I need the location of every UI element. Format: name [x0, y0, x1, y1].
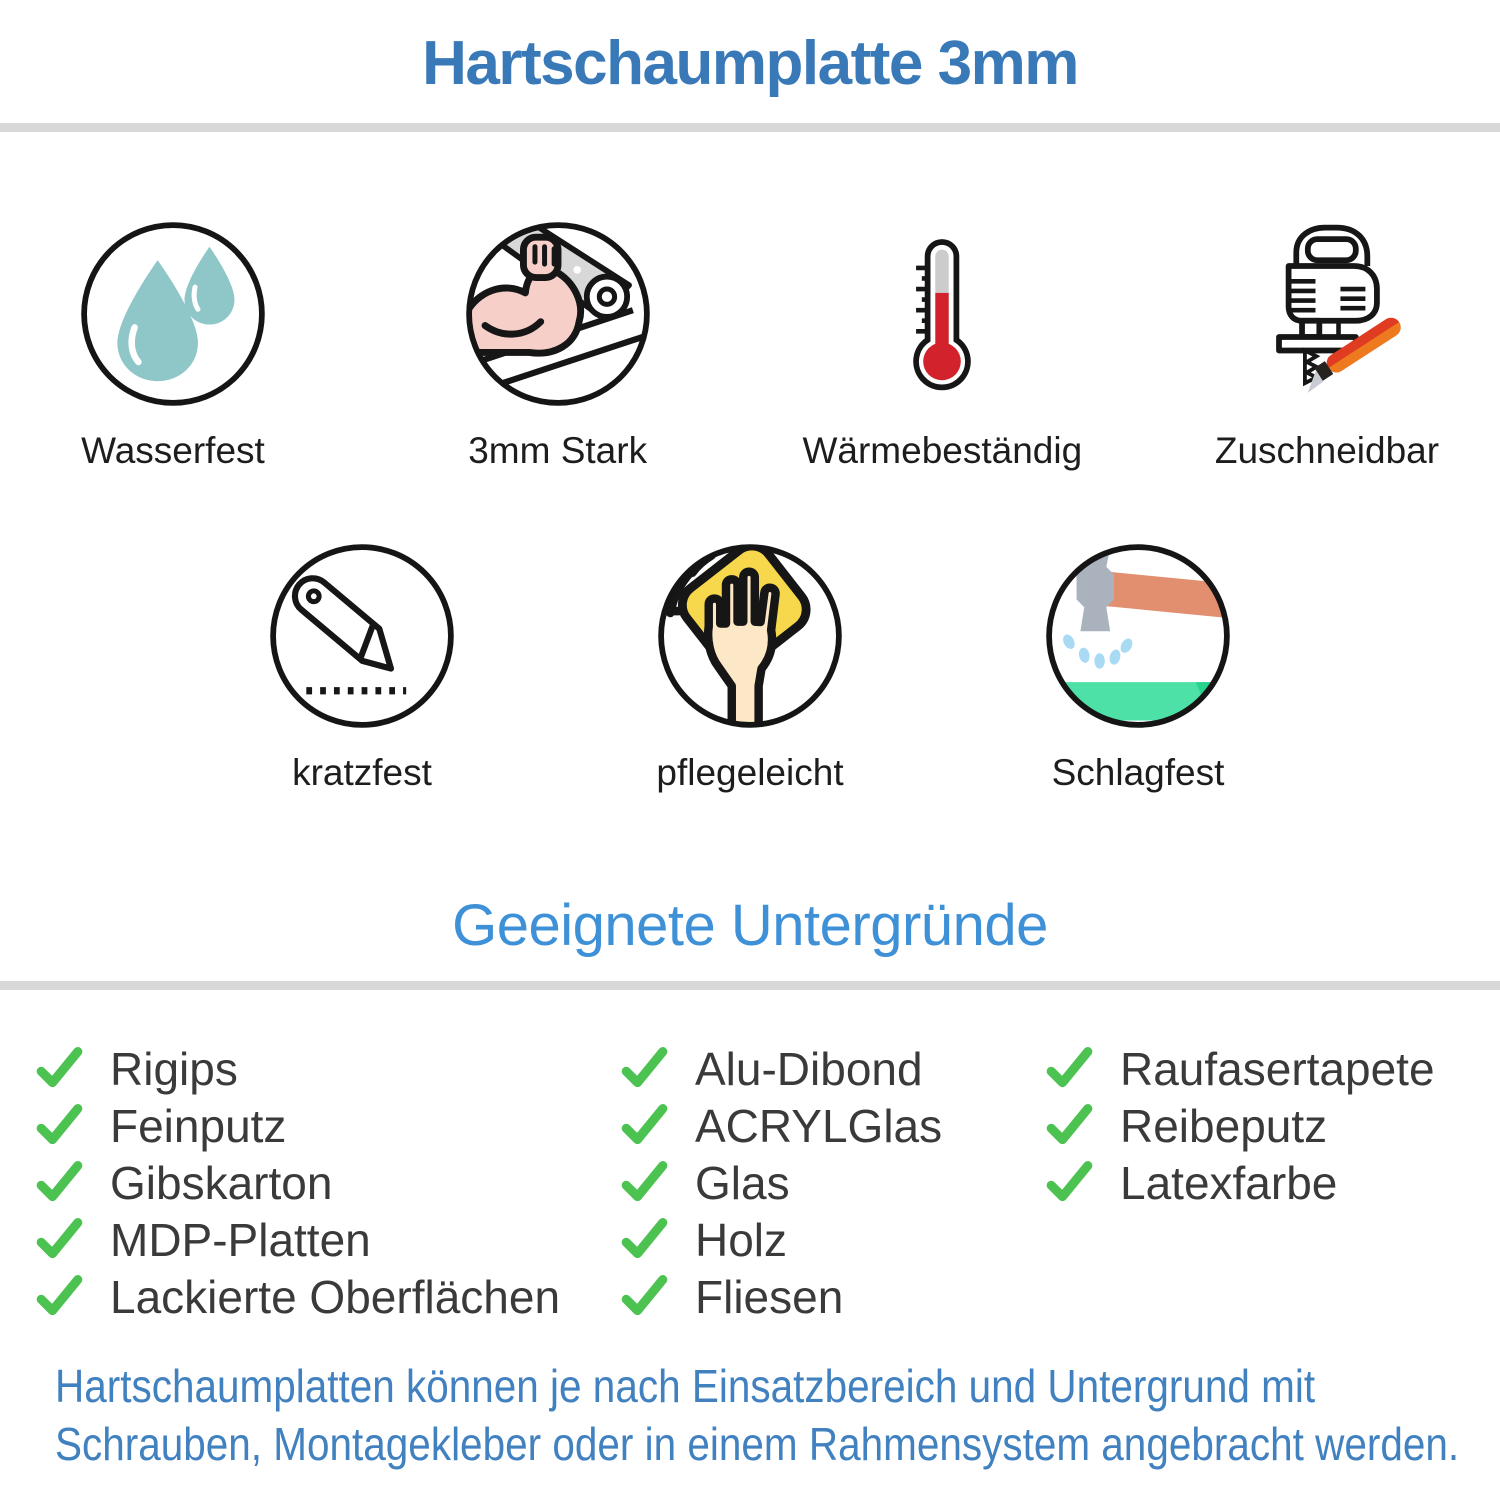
substrate-item — [35, 1154, 620, 1211]
water-drops-icon — [77, 218, 269, 410]
feature-item — [1212, 218, 1442, 472]
utility-knife-icon — [266, 540, 458, 732]
substrate-label: Lackierte Oberflächen — [110, 1270, 561, 1323]
substrate-item — [620, 1154, 1045, 1211]
substrate-item — [620, 1268, 1045, 1325]
substrate-label: Reibeputz — [1120, 1099, 1328, 1152]
feature-item — [802, 218, 1083, 472]
hammer-icon — [1042, 540, 1234, 732]
feature-item — [443, 218, 673, 472]
substrate-label: Feinputz — [110, 1099, 287, 1152]
checkmark-icon — [35, 1103, 84, 1148]
substrate-item — [35, 1097, 620, 1154]
substrate-item — [1045, 1040, 1435, 1097]
feature-label: 3mm Stark — [468, 430, 648, 471]
checkmark-icon — [35, 1160, 84, 1205]
checkmark-icon — [1045, 1103, 1094, 1148]
substrate-item — [35, 1268, 620, 1325]
feature-label: Zuschneidbar — [1214, 430, 1440, 471]
feature-row-1 — [0, 218, 1500, 472]
flexed-arm-icon — [462, 218, 654, 410]
substrate-label: Gibskarton — [110, 1156, 333, 1209]
feature-label: pflegeleicht — [656, 752, 844, 793]
substrate-item — [620, 1211, 1045, 1268]
divider-bar — [0, 981, 1500, 990]
feature-label: Wasserfest — [81, 430, 265, 471]
footer-line: Schrauben, Montagekleber oder in einem Rahmensystem angebracht werden. — [55, 1418, 1460, 1470]
substrate-columns — [0, 1040, 1500, 1325]
substrate-item — [35, 1040, 620, 1097]
substrate-label: Holz — [695, 1213, 788, 1266]
jigsaw-icon — [1231, 218, 1423, 410]
checkmark-icon — [35, 1046, 84, 1091]
checkmark-icon — [35, 1217, 84, 1262]
checkmark-icon — [35, 1274, 84, 1319]
substrate-label: Alu-Dibond — [695, 1042, 923, 1095]
substrate-column — [620, 1040, 1045, 1325]
substrate-item — [1045, 1097, 1435, 1154]
substrate-label: Rigips — [110, 1042, 238, 1095]
feature-row-2 — [0, 540, 1500, 794]
divider-bar — [0, 123, 1500, 132]
substrate-label: Glas — [695, 1156, 790, 1209]
substrate-label: Fliesen — [695, 1270, 844, 1323]
substrate-label: Raufasertapete — [1120, 1042, 1435, 1095]
feature-label: kratzfest — [292, 752, 432, 793]
section-title-substrates: Geeignete Untergründe — [452, 893, 1048, 958]
page-title: Hartschaumplatte 3mm — [422, 29, 1078, 98]
checkmark-icon — [620, 1046, 669, 1091]
thermometer-icon — [846, 218, 1038, 410]
feature-item — [58, 218, 288, 472]
feature-label: Wärmebeständig — [802, 430, 1083, 471]
cleaning-hand-icon — [654, 540, 846, 732]
checkmark-icon — [620, 1103, 669, 1148]
checkmark-icon — [620, 1160, 669, 1205]
substrate-column — [35, 1040, 620, 1325]
substrate-item — [35, 1211, 620, 1268]
substrate-item — [620, 1097, 1045, 1154]
substrate-label: Latexfarbe — [1120, 1156, 1338, 1209]
substrate-column — [1045, 1040, 1435, 1325]
substrate-item — [620, 1040, 1045, 1097]
checkmark-icon — [620, 1274, 669, 1319]
substrate-item — [1045, 1154, 1435, 1211]
substrate-label: MDP-Platten — [110, 1213, 371, 1266]
feature-item — [1023, 540, 1253, 794]
checkmark-icon — [620, 1217, 669, 1262]
checkmark-icon — [1045, 1046, 1094, 1091]
feature-label: Schlagfest — [1051, 752, 1225, 793]
footer-line: Hartschaumplatten können je nach Einsatzbereich und Untergrund mit — [55, 1360, 1316, 1412]
feature-item — [247, 540, 477, 794]
substrate-label: ACRYLGlas — [695, 1099, 943, 1152]
footer-note — [0, 1357, 1500, 1473]
checkmark-icon — [1045, 1160, 1094, 1205]
feature-item — [635, 540, 865, 794]
